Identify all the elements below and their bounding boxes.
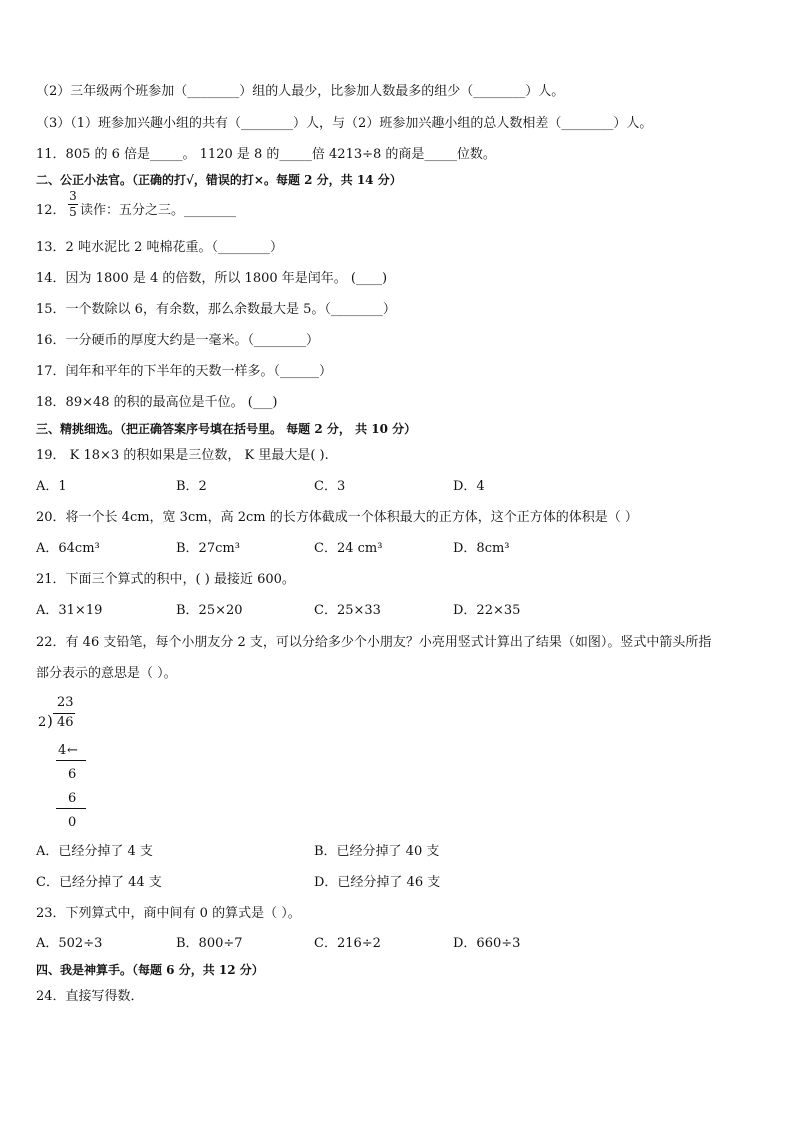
q21-option-a: A．31×19: [36, 603, 103, 618]
division-step-2: 6: [68, 767, 77, 782]
q22-option-b: B．已经分掉了 40 支: [314, 844, 440, 859]
q19-option-a: A．1: [36, 479, 67, 494]
q22-option-d: D．已经分掉了 46 支: [314, 875, 441, 890]
question-11: 11．805 的 6 倍是_____。 1120 是 8 的_____倍 4213÷8 的商是_____位数。: [36, 147, 496, 162]
division-step-3: 6: [68, 791, 77, 806]
division-divisor: 2: [38, 715, 47, 730]
arrow-left-icon: ←: [67, 743, 78, 758]
question-13: 13．2 吨水泥比 2 吨棉花重。（________）: [36, 240, 283, 255]
question-16: 16．一分硬币的厚度大约是一毫米。（________）: [36, 333, 320, 348]
division-bracket-top: [53, 713, 75, 714]
q22-option-a: A．已经分掉了 4 支: [36, 844, 153, 859]
question-23: 23．下列算式中，商中间有 0 的算式是（ ）。: [36, 906, 301, 921]
q20-option-d: D．8cm³: [453, 541, 510, 556]
q19-option-c: C．3: [314, 479, 346, 494]
question-12-number: 12．: [36, 203, 66, 218]
q20-option-b: B．27cm³: [176, 541, 240, 556]
question-22-line-2: 部分表示的意思是（ ）。: [36, 666, 177, 681]
q21-option-c: C．25×33: [314, 603, 381, 618]
division-line-2: [56, 808, 86, 809]
question-10-part-2: （2）三年级两个班参加（________）组的人最少，比参加人数最多的组少（________）人。: [36, 84, 565, 99]
question-19: 19． K 18×3 的积如果是三位数， K 里最大是( ).: [36, 448, 329, 463]
question-10-part-3: （3）（1）班参加兴趣小组的共有（________）人，与（2）班参加兴趣小组的总人数相差（________）人。: [36, 116, 653, 131]
question-15: 15．一个数除以 6，有余数，那么余数最大是 5。（________）: [36, 302, 396, 317]
q23-option-d: D．660÷3: [453, 936, 521, 951]
q20-option-c: C．24 cm³: [314, 541, 383, 556]
q21-option-d: D．22×35: [453, 603, 521, 618]
division-quotient: 23: [57, 695, 74, 710]
section-2-heading: 二、公正小法官。（正确的打√，错误的打×。每题 2 分，共 14 分）: [36, 173, 402, 187]
q20-option-a: A．64cm³: [36, 541, 100, 556]
division-line-1: [56, 760, 86, 761]
fraction-three-fifths: [68, 190, 78, 219]
division-dividend: 46: [57, 715, 74, 730]
division-step-1: 4: [58, 743, 67, 758]
q22-option-c: C．已经分掉了 44 支: [36, 875, 162, 890]
question-20: 20．将一个长 4cm，宽 3cm，高 2cm 的长方体截成一个体积最大的正方体，这个正方体的体积是（ ）: [36, 510, 638, 525]
question-24: 24．直接写得数．: [36, 989, 144, 1004]
section-4-heading: 四、我是神算手。（每题 6 分，共 12 分）: [36, 963, 264, 977]
q19-option-d: D．4: [453, 479, 485, 494]
division-bracket-curve: ): [47, 712, 53, 730]
question-18: 18．89×48 的积的最高位是千位。 (___): [36, 395, 278, 410]
section-3-heading: 三、精挑细选。（把正确答案序号填在括号里。 每题 2 分， 共 10 分）: [36, 422, 417, 436]
question-17: 17．闰年和平年的下半年的天数一样多。（______）: [36, 364, 333, 379]
fraction-denominator: 5: [69, 205, 77, 219]
question-22-line-1: 22．有 46 支铅笔，每个小朋友分 2 支，可以分给多少个小朋友？小亮用竖式计算出了结果（如图）。竖式中箭头所指: [36, 635, 712, 650]
question-14: 14．因为 1800 是 4 的倍数，所以 1800 年是闰年。 (____): [36, 271, 388, 286]
q23-option-c: C．216÷2: [314, 936, 381, 951]
division-remainder: 0: [68, 815, 77, 830]
q19-option-b: B．2: [176, 479, 207, 494]
question-12-text: 读作：五分之三。________: [80, 203, 237, 218]
fraction-numerator: 3: [69, 189, 77, 203]
question-21: 21．下面三个算式的积中，( ) 最接近 600。: [36, 572, 295, 587]
q21-option-b: B．25×20: [176, 603, 243, 618]
q23-option-a: A．502÷3: [36, 936, 103, 951]
q23-option-b: B．800÷7: [176, 936, 243, 951]
